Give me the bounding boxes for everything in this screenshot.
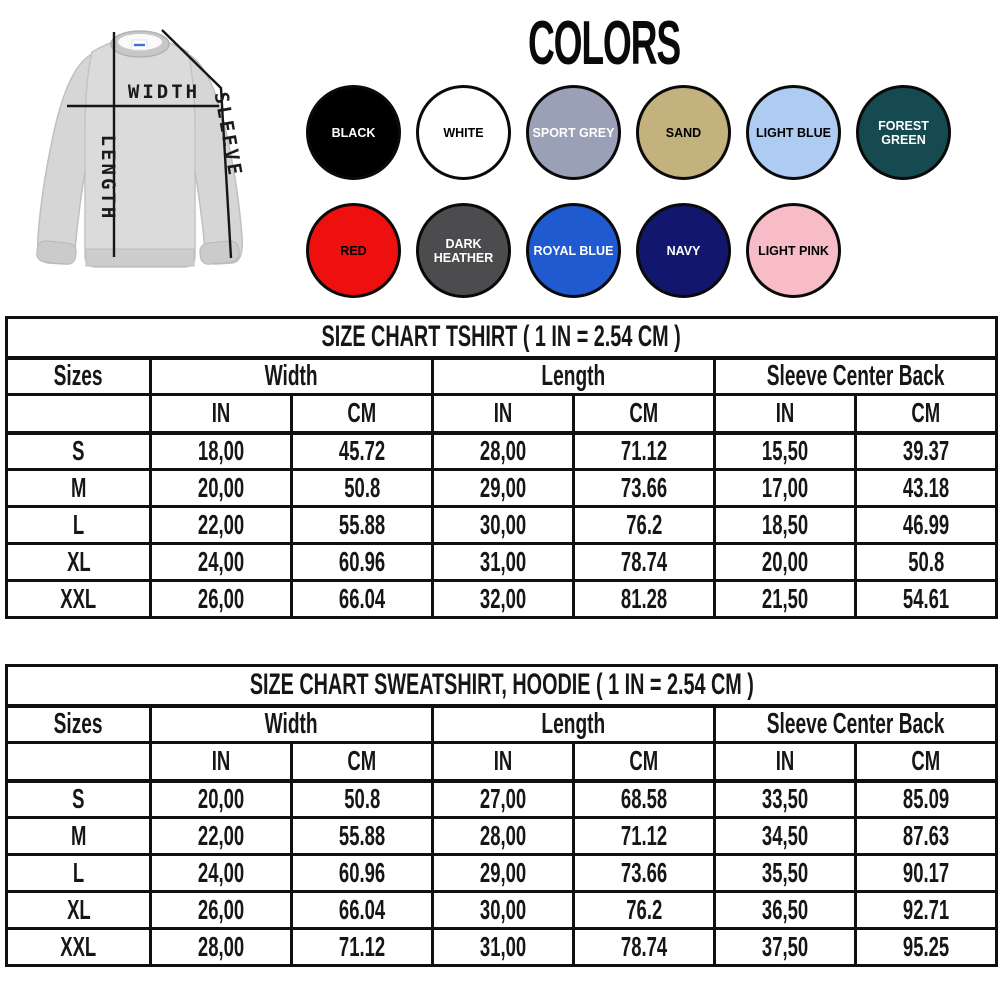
value-cell (715, 855, 856, 892)
value-cell (292, 855, 433, 892)
value-cell (433, 507, 574, 544)
value-cell (433, 818, 574, 855)
measure-value: 31,00 (479, 931, 527, 962)
color-swatch-label: SAND (665, 125, 702, 140)
unit-cell-in (715, 743, 856, 781)
unit-cell-cm (856, 395, 997, 433)
value-cell (151, 507, 292, 544)
measure-value: 15,50 (761, 435, 809, 467)
size-value: S (72, 435, 85, 467)
value-cell (574, 544, 715, 581)
value-cell (292, 507, 433, 544)
value-cell (292, 818, 433, 855)
value-cell (574, 581, 715, 618)
unit-label: IN (493, 745, 513, 777)
column-header: Length (541, 707, 606, 740)
color-swatch-label: WHITE (443, 125, 484, 140)
measure-value: 35,50 (761, 857, 809, 888)
value-cell (574, 781, 715, 818)
unit-cell-cm (574, 743, 715, 781)
measure-value: 30,00 (479, 894, 527, 925)
unit-label: IN (775, 745, 795, 777)
measure-value: 60.96 (338, 857, 386, 888)
value-cell (715, 581, 856, 618)
size-value: XL (66, 894, 91, 925)
measure-value: 28,00 (479, 435, 527, 467)
sweatshirt-measurement-diagram (10, 6, 268, 298)
measure-value: 17,00 (761, 472, 809, 503)
color-swatch-label: DARK HEATHER (433, 236, 494, 265)
unit-cell-in (151, 395, 292, 433)
color-swatch-label: SPORT GREY (532, 125, 615, 140)
value-cell (715, 433, 856, 470)
measure-value: 81.28 (620, 583, 668, 614)
color-swatch-label: LIGHT BLUE (756, 125, 831, 140)
size-cell (7, 544, 151, 581)
left-sleeve-shape (38, 54, 92, 264)
measure-value: 37,50 (761, 931, 809, 962)
color-swatch-red (306, 203, 401, 298)
value-cell (856, 929, 997, 966)
unit-label: IN (211, 397, 231, 429)
size-value: S (72, 783, 85, 815)
color-swatch-black (306, 85, 401, 180)
measure-value: 85.09 (902, 783, 950, 815)
value-cell (151, 581, 292, 618)
measure-value: 28,00 (479, 820, 527, 851)
width-label: WIDTH (127, 81, 201, 103)
measure-value: 26,00 (197, 894, 245, 925)
measure-value: 29,00 (479, 857, 527, 888)
size-cell (7, 470, 151, 507)
right-cuff (199, 240, 240, 265)
column-header: Width (265, 359, 318, 392)
unit-cell-cm (292, 395, 433, 433)
sleeve-label: SLEEVE (209, 90, 247, 180)
table-title: SIZE CHART TSHIRT ( 1 IN = 2.54 CM ) (321, 320, 682, 354)
sweatshirt-image (10, 6, 266, 296)
value-cell (151, 855, 292, 892)
measure-value: 45.72 (338, 435, 386, 467)
value-cell (856, 781, 997, 818)
measure-value: 33,50 (761, 783, 809, 815)
column-header: Sleeve Center Back (766, 359, 945, 392)
table-row (7, 855, 997, 892)
unit-label: IN (775, 397, 795, 429)
measure-value: 66.04 (338, 894, 386, 925)
table-row (7, 470, 997, 507)
value-cell (433, 433, 574, 470)
unit-label: CM (911, 745, 941, 777)
measure-value: 18,00 (197, 435, 245, 467)
table-row (7, 743, 997, 781)
measure-value: 20,00 (197, 472, 245, 503)
measure-value: 68.58 (620, 783, 668, 815)
measure-value: 78.74 (620, 931, 668, 962)
measure-value: 71.12 (620, 435, 668, 467)
color-swatch-label: ROYAL BLUE (533, 243, 614, 258)
measure-value: 55.88 (338, 820, 386, 851)
measure-value: 22,00 (197, 820, 245, 851)
size-value: XL (66, 546, 91, 577)
color-swatch-label: FOREST GREEN (878, 118, 929, 147)
table-row (7, 544, 997, 581)
measure-value: 31,00 (479, 546, 527, 577)
table-row (7, 706, 997, 743)
unit-cell-cm (574, 395, 715, 433)
size-value: M (70, 472, 87, 503)
header-cell-sleeve-center-back (715, 358, 997, 395)
measure-value: 71.12 (620, 820, 668, 851)
value-cell (151, 818, 292, 855)
value-cell (856, 470, 997, 507)
table-title-cell (7, 318, 997, 358)
measure-value: 50.8 (344, 472, 380, 503)
unit-cell-in (151, 743, 292, 781)
measure-value: 32,00 (479, 583, 527, 614)
unit-cell-cm (292, 743, 433, 781)
value-cell (574, 470, 715, 507)
value-cell (856, 581, 997, 618)
unit-cell-in (433, 743, 574, 781)
measure-value: 20,00 (197, 783, 245, 815)
value-cell (151, 433, 292, 470)
measure-value: 87.63 (902, 820, 950, 851)
measure-value: 39.37 (902, 435, 950, 467)
size-chart-sweatshirt-hoodie-table (5, 664, 998, 967)
measure-value: 78.74 (620, 546, 668, 577)
value-cell (151, 892, 292, 929)
table-row (7, 358, 997, 395)
value-cell (433, 544, 574, 581)
measure-value: 92.71 (902, 894, 950, 925)
table-row (7, 666, 997, 706)
value-cell (574, 818, 715, 855)
measure-value: 18,50 (761, 509, 809, 540)
measure-value: 73.66 (620, 857, 668, 888)
unit-cell-in (433, 395, 574, 433)
color-swatch-light-pink (746, 203, 841, 298)
value-cell (715, 929, 856, 966)
column-header: Sizes (54, 359, 103, 392)
table-title-cell (7, 666, 997, 706)
size-cell (7, 507, 151, 544)
value-cell (856, 818, 997, 855)
color-swatch-row-2 (306, 203, 841, 298)
unit-label: CM (347, 397, 377, 429)
column-header: Length (541, 359, 606, 392)
color-swatch-label: BLACK (331, 125, 376, 140)
value-cell (433, 470, 574, 507)
measure-value: 28,00 (197, 931, 245, 962)
color-swatch-row-1 (306, 85, 951, 180)
size-value: M (70, 820, 87, 851)
value-cell (715, 781, 856, 818)
size-cell (7, 581, 151, 618)
unit-label: CM (911, 397, 941, 429)
measure-value: 27,00 (479, 783, 527, 815)
unit-label: IN (493, 397, 513, 429)
unit-label: CM (347, 745, 377, 777)
table-row (7, 781, 997, 818)
measure-value: 26,00 (197, 583, 245, 614)
left-cuff (36, 240, 77, 265)
header-cell-sizes (7, 358, 151, 395)
unit-cell-empty (7, 743, 151, 781)
color-swatch-white (416, 85, 511, 180)
value-cell (433, 855, 574, 892)
header-cell-sleeve-center-back (715, 706, 997, 743)
table-row (7, 395, 997, 433)
value-cell (433, 781, 574, 818)
value-cell (856, 544, 997, 581)
value-cell (715, 892, 856, 929)
header-cell-length (433, 706, 715, 743)
color-swatch-label: RED (340, 243, 367, 258)
value-cell (292, 433, 433, 470)
measure-value: 90.17 (902, 857, 950, 888)
header-cell-width (151, 706, 433, 743)
color-swatch-dark-heather (416, 203, 511, 298)
column-header: Width (265, 707, 318, 740)
value-cell (856, 507, 997, 544)
size-value: XXL (60, 931, 97, 962)
measure-value: 73.66 (620, 472, 668, 503)
color-swatch-sport-grey (526, 85, 621, 180)
value-cell (574, 507, 715, 544)
value-cell (292, 470, 433, 507)
value-cell (433, 581, 574, 618)
value-cell (574, 929, 715, 966)
value-cell (574, 855, 715, 892)
value-cell (292, 929, 433, 966)
table-title: SIZE CHART SWEATSHIRT, HOODIE ( 1 IN = 2.54 CM ) (249, 668, 754, 702)
column-header: Sizes (54, 707, 103, 740)
measure-value: 60.96 (338, 546, 386, 577)
header-cell-sizes (7, 706, 151, 743)
table-row (7, 818, 997, 855)
value-cell (715, 470, 856, 507)
value-cell (292, 892, 433, 929)
measure-value: 50.8 (908, 546, 945, 577)
value-cell (433, 892, 574, 929)
measure-value: 76.2 (626, 894, 662, 925)
measure-value: 95.25 (902, 931, 950, 962)
table-row (7, 507, 997, 544)
value-cell (151, 470, 292, 507)
measure-value: 71.12 (338, 931, 386, 962)
value-cell (856, 892, 997, 929)
value-cell (292, 781, 433, 818)
measure-value: 21,50 (761, 583, 809, 614)
size-chart-tshirt-table (5, 316, 998, 619)
hem-band (86, 249, 194, 266)
color-swatch-light-blue (746, 85, 841, 180)
measure-value: 76.2 (626, 509, 662, 540)
value-cell (151, 929, 292, 966)
measure-value: 20,00 (761, 546, 809, 577)
unit-cell-cm (856, 743, 997, 781)
measure-value: 50.8 (344, 783, 380, 815)
value-cell (433, 929, 574, 966)
measure-value: 55.88 (338, 509, 386, 540)
value-cell (574, 892, 715, 929)
value-cell (856, 433, 997, 470)
unit-cell-empty (7, 395, 151, 433)
color-swatch-label: LIGHT PINK (758, 243, 829, 258)
color-swatch-navy (636, 203, 731, 298)
size-cell (7, 781, 151, 818)
table-row (7, 929, 997, 966)
size-cell (7, 855, 151, 892)
header-cell-width (151, 358, 433, 395)
header-cell-length (433, 358, 715, 395)
size-value: XXL (60, 583, 97, 614)
unit-label: CM (629, 745, 659, 777)
value-cell (715, 818, 856, 855)
length-label: LENGTH (97, 134, 119, 222)
measure-value: 36,50 (761, 894, 809, 925)
measure-value: 34,50 (761, 820, 809, 851)
measure-value: 46.99 (902, 509, 950, 540)
unit-label: CM (629, 397, 659, 429)
unit-label: IN (211, 745, 231, 777)
colors-heading: COLORS (528, 9, 680, 78)
value-cell (151, 781, 292, 818)
size-cell (7, 929, 151, 966)
size-cell (7, 892, 151, 929)
measure-value: 24,00 (197, 546, 245, 577)
value-cell (292, 581, 433, 618)
measure-value: 24,00 (197, 857, 245, 888)
measure-value: 43.18 (902, 472, 950, 503)
measure-value: 66.04 (338, 583, 386, 614)
color-swatch-label: NAVY (666, 243, 701, 258)
table-row (7, 433, 997, 470)
unit-cell-in (715, 395, 856, 433)
measure-value: 54.61 (902, 583, 950, 614)
table-row (7, 581, 997, 618)
size-value: L (72, 857, 85, 888)
size-cell (7, 433, 151, 470)
measure-value: 30,00 (479, 509, 527, 540)
measure-value: 22,00 (197, 509, 245, 540)
value-cell (715, 544, 856, 581)
color-swatch-sand (636, 85, 731, 180)
value-cell (715, 507, 856, 544)
value-cell (292, 544, 433, 581)
value-cell (856, 855, 997, 892)
column-header: Sleeve Center Back (766, 707, 945, 740)
value-cell (151, 544, 292, 581)
value-cell (574, 433, 715, 470)
color-swatch-royal-blue (526, 203, 621, 298)
size-cell (7, 818, 151, 855)
size-value: L (72, 509, 85, 540)
color-swatch-forest-green (856, 85, 951, 180)
measure-value: 29,00 (479, 472, 527, 503)
table-row (7, 892, 997, 929)
table-row (7, 318, 997, 358)
